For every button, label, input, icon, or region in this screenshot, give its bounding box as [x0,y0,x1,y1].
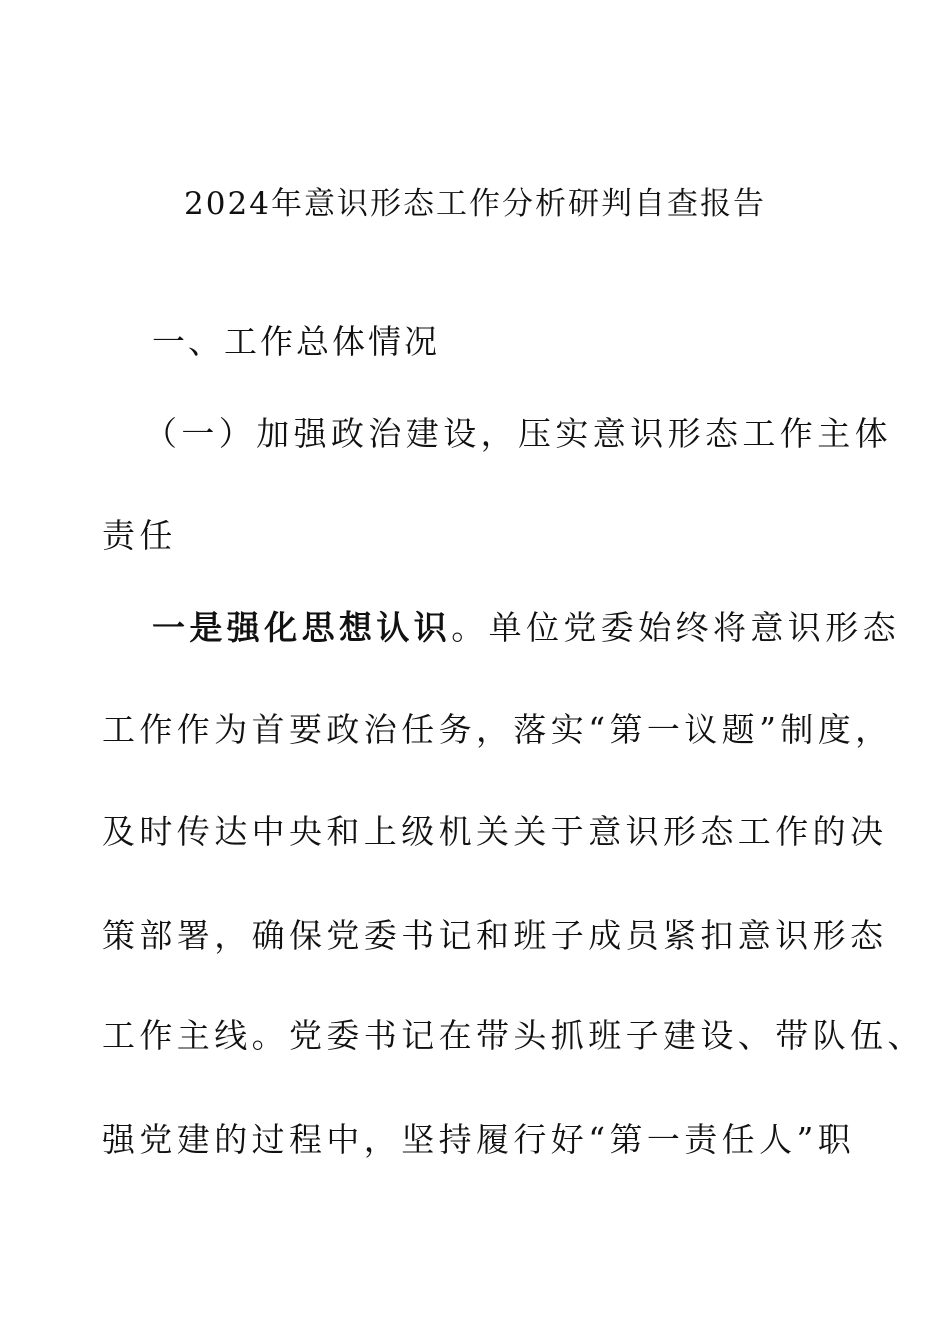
paragraph-line-3: 及时传达中央和上级机关关于意识形态工作的决 [102,812,888,851]
paragraph-line-1-rest: 。单位党委始终将意识形态 [451,608,901,647]
paragraph-line-2: 工作作为首要政治任务，落实“第一议题”制度， [102,710,893,749]
paragraph-line-6: 强党建的过程中，坚持履行好“第一责任人”职 [102,1120,856,1159]
subsection-heading-line-2: 责任 [102,516,177,555]
subsection-heading-line-1: （一）加强政治建设，压实意识形态工作主体 [144,414,892,453]
paragraph-line-4: 策部署，确保党委书记和班子成员紧扣意识形态 [102,916,888,955]
section-heading: 一、工作总体情况 [152,322,440,361]
paragraph-lead-bold: 一是强化思想认识 [152,608,452,647]
document-title: 2024年意识形态工作分析研判自查报告 [184,186,766,222]
paragraph-line-1 [152,604,900,652]
paragraph-line-5: 工作主线。党委书记在带头抓班子建设、带队伍、 [102,1016,925,1055]
